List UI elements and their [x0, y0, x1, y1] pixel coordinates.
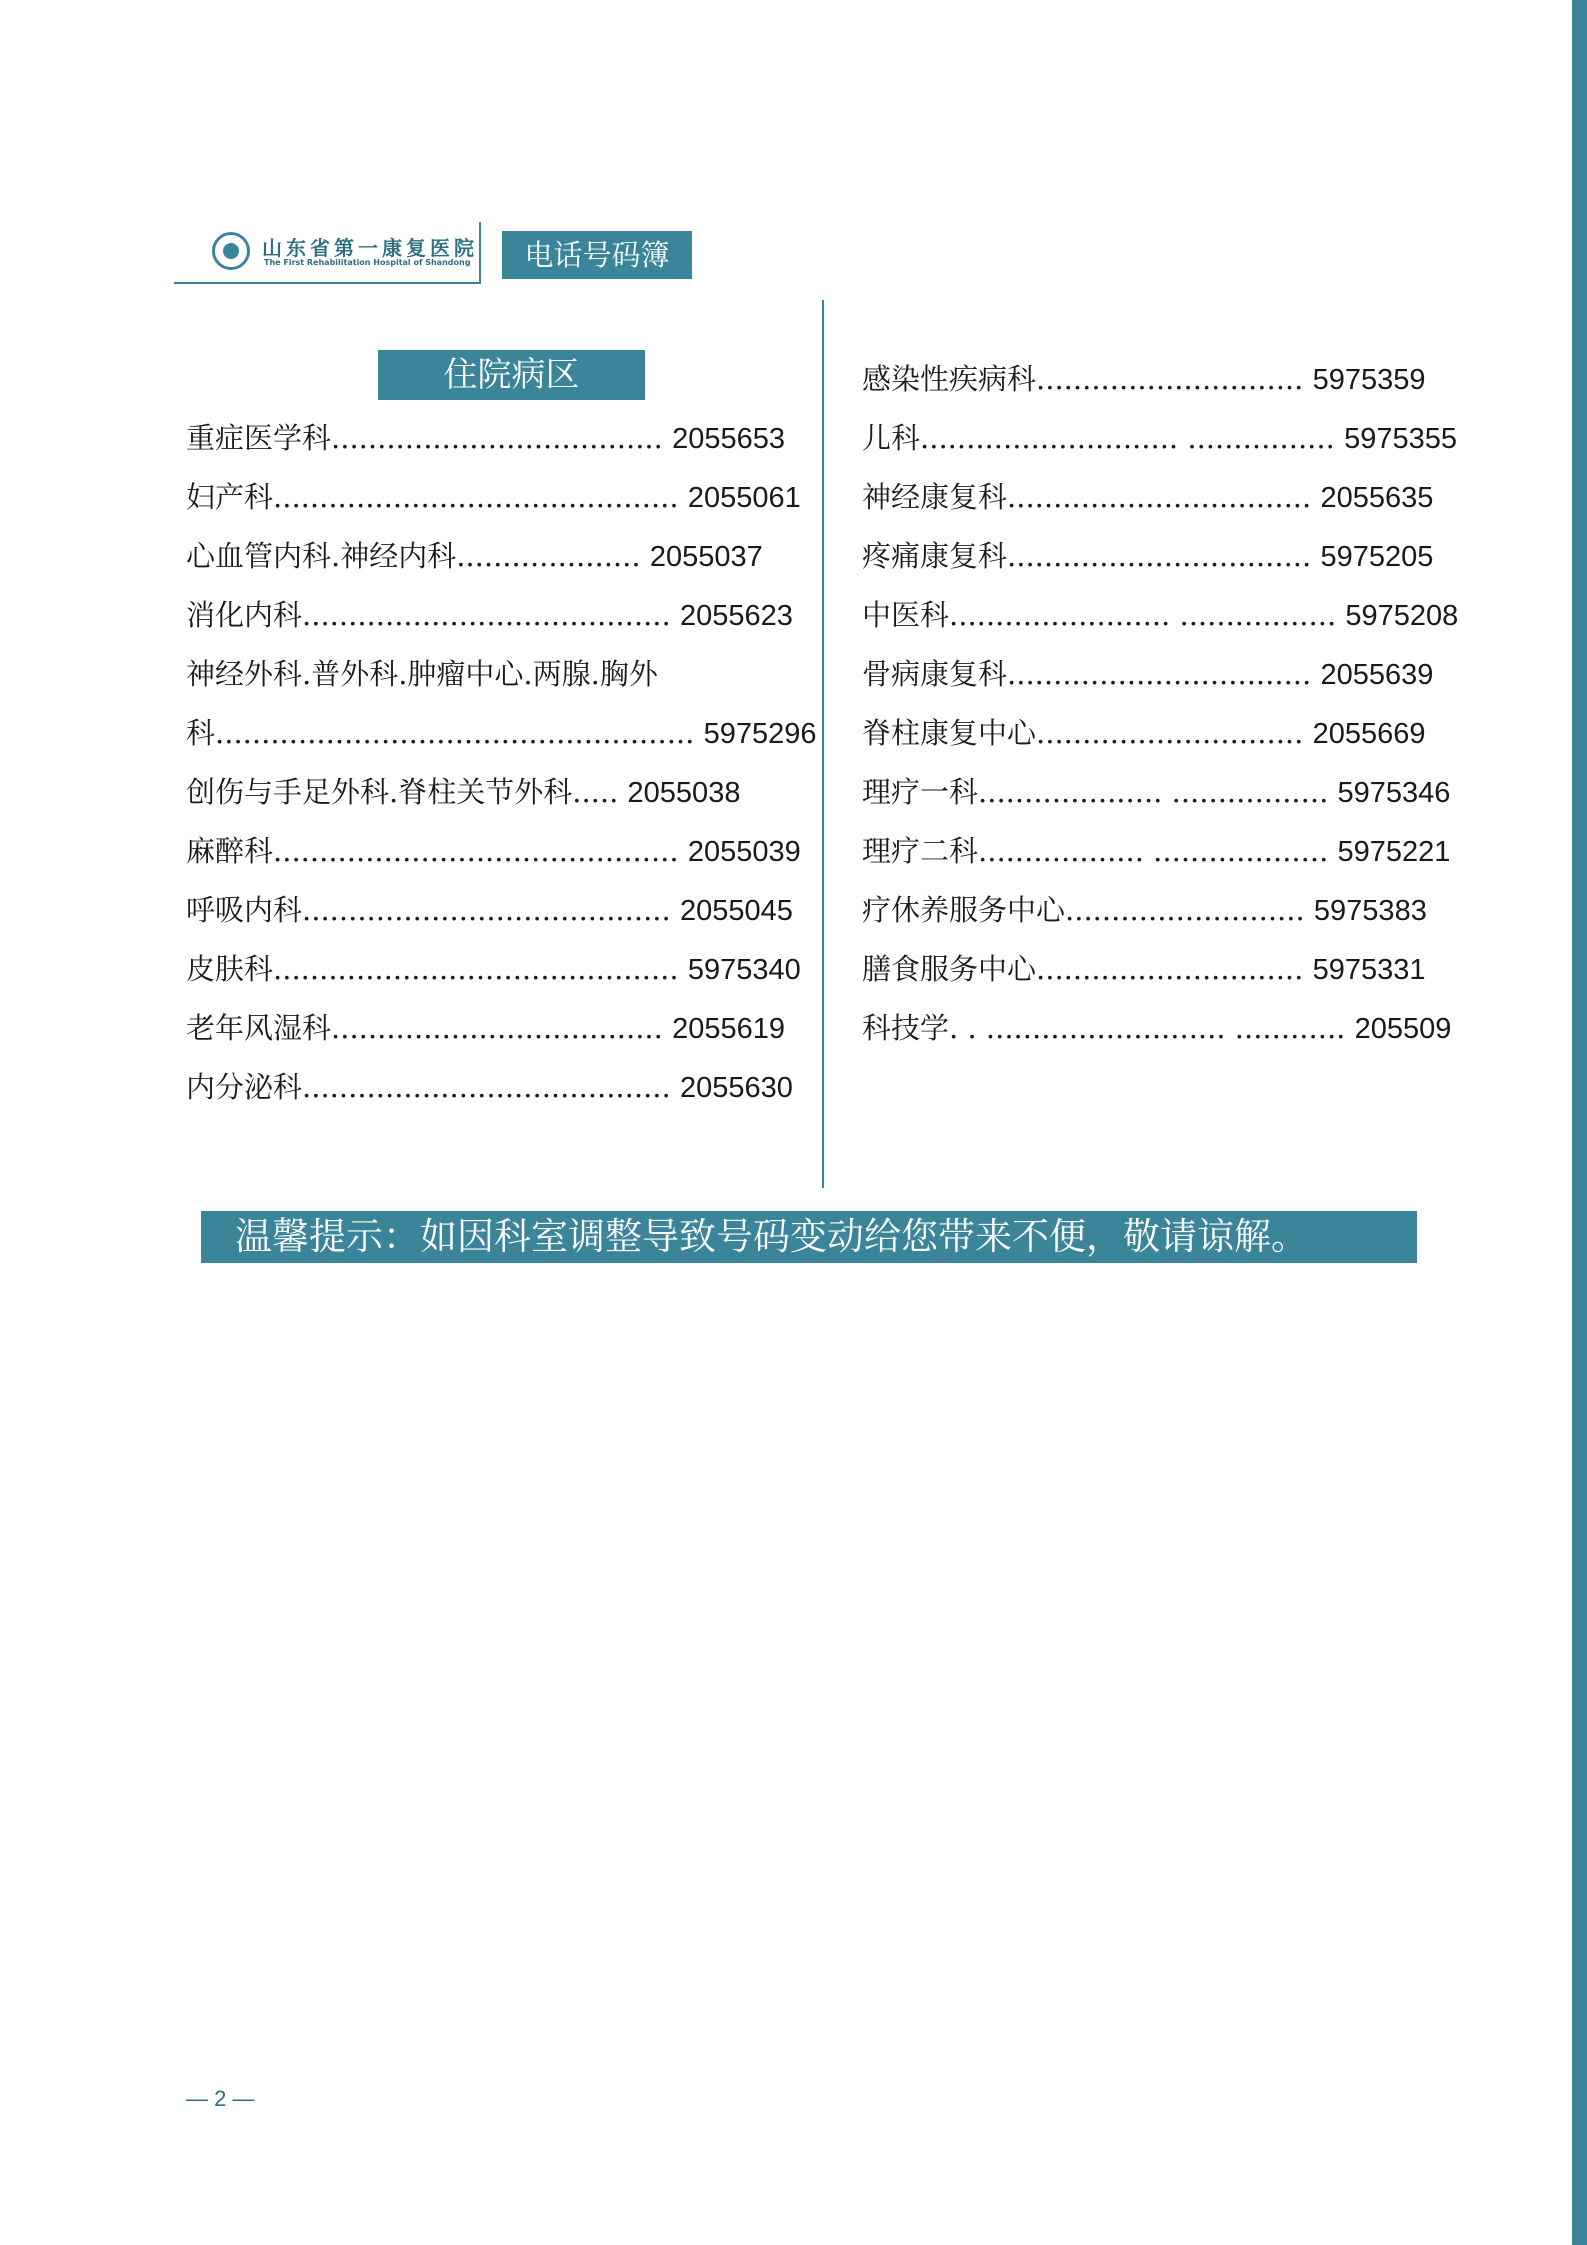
leader-dots: ........................................	[302, 598, 671, 632]
phone-number: 5975205	[1320, 541, 1434, 573]
phone-number: 2055669	[1312, 718, 1426, 750]
phone-number: 2055623	[679, 600, 793, 632]
department-name: 老年风湿科	[186, 1011, 332, 1045]
directory-entry	[186, 536, 763, 577]
department-name: 皮肤科	[186, 952, 274, 986]
leader-dots: ....................	[456, 539, 641, 573]
department-name: 科技学	[862, 1011, 950, 1045]
directory-entry	[186, 772, 740, 813]
department-name: 呼吸内科	[186, 893, 303, 927]
department-name: 重症医学科	[186, 421, 332, 455]
phone-number: 2055039	[687, 836, 801, 868]
directory-entry	[186, 477, 801, 518]
directory-entry	[186, 890, 793, 931]
phone-number: 2055653	[672, 423, 785, 455]
directory-entry	[862, 890, 1427, 931]
phone-number: 2055038	[627, 777, 741, 809]
department-name: 消化内科	[186, 598, 303, 632]
phone-number: 2055037	[649, 541, 763, 573]
phone-number: 2055045	[679, 895, 793, 927]
hospital-name-cn: 山东省第一康复医院	[262, 236, 478, 260]
department-name: 科	[186, 716, 216, 750]
department-name: 儿科	[862, 421, 921, 455]
directory-entry	[862, 831, 1450, 872]
leader-dots: ....................................................	[215, 716, 695, 750]
leader-dots: .................................	[1007, 480, 1312, 514]
leader-dots: ........................ .................	[949, 598, 1337, 632]
phone-number: 2055630	[679, 1072, 793, 1104]
directory-entry	[186, 949, 801, 990]
directory-entry	[862, 536, 1433, 577]
leader-dots: .............................	[1036, 952, 1304, 986]
department-name: 骨病康复科	[862, 657, 1008, 691]
phone-number: 2055639	[1320, 659, 1434, 691]
phone-number: 5975208	[1345, 600, 1459, 632]
directory-entry	[186, 418, 785, 459]
phone-number: 2055061	[687, 482, 801, 514]
directory-entry	[186, 1008, 785, 1049]
phone-number: 5975296	[703, 718, 817, 750]
department-name: 神经康复科	[862, 480, 1008, 514]
hospital-seal-icon	[212, 232, 250, 270]
directory-entry	[186, 595, 793, 636]
leader-dots: .................. ...................	[978, 834, 1329, 868]
leader-dots: ............................................	[273, 952, 679, 986]
leader-dots: . . .......................... ............	[949, 1011, 1346, 1045]
phone-number: 5975346	[1337, 777, 1451, 809]
department-name: 膳食服务中心	[862, 952, 1037, 986]
directory-entry	[186, 713, 817, 754]
phone-number: 2055635	[1320, 482, 1434, 514]
phone-number: 5975331	[1312, 954, 1426, 986]
department-name: 理疗一科	[862, 775, 979, 809]
hospital-name-en: The First Rehabilitation Hospital of Shandong	[264, 258, 471, 267]
leader-dots: .............................	[1036, 362, 1304, 396]
leader-dots: .................................	[1007, 539, 1312, 573]
logo-underline	[174, 282, 480, 284]
leader-dots: ....................................	[331, 421, 663, 455]
department-name: 麻醉科	[186, 834, 274, 868]
phone-number: 205509	[1354, 1013, 1452, 1045]
department-name: 心血管内科.神经内科	[186, 539, 457, 573]
department-name: 妇产科	[186, 480, 274, 514]
department-name: 疗休养服务中心	[862, 893, 1066, 927]
department-name: 感染性疾病科	[862, 362, 1037, 396]
leader-dots: ........................................	[302, 893, 671, 927]
directory-entry	[862, 418, 1457, 459]
directory-entry	[186, 1067, 793, 1108]
directory-entry	[186, 831, 801, 872]
phone-number: 5975340	[687, 954, 801, 986]
phone-number: 5975355	[1344, 423, 1457, 455]
leader-dots: .................................	[1007, 657, 1312, 691]
leader-dots: .................... .................	[978, 775, 1329, 809]
directory-entry	[862, 713, 1425, 754]
directory-entry	[862, 949, 1425, 990]
phone-number: 5975359	[1312, 364, 1426, 396]
directory-entry	[186, 654, 658, 695]
directory-entry	[862, 654, 1433, 695]
directory-entry	[862, 359, 1425, 400]
right-edge-bar	[1572, 0, 1587, 2245]
leader-dots: .............................	[1036, 716, 1304, 750]
department-name: 理疗二科	[862, 834, 979, 868]
hospital-logo	[174, 222, 482, 284]
department-name: 创伤与手足外科.脊柱关节外科	[186, 775, 573, 809]
phone-number: 2055619	[672, 1013, 785, 1045]
page-number: — 2 —	[186, 2086, 255, 2111]
leader-dots: .....	[572, 775, 619, 809]
logo-separator	[479, 222, 481, 284]
department-name: 脊柱康复中心	[862, 716, 1037, 750]
directory-entry	[862, 595, 1458, 636]
leader-dots: ............................................	[273, 480, 679, 514]
phonebook-title: 电话号码簿	[502, 231, 692, 279]
leader-dots: ............................ ................	[920, 421, 1335, 455]
phone-number: 5975383	[1313, 895, 1427, 927]
department-name: 疼痛康复科	[862, 539, 1008, 573]
department-name: 神经外科.普外科.肿瘤中心.两腺.胸外	[186, 657, 658, 691]
phone-number: 5975221	[1337, 836, 1451, 868]
notice-banner: 温馨提示：如因科室调整导致号码变动给您带来不便，敬请谅解。	[201, 1211, 1417, 1263]
directory-entry	[862, 477, 1433, 518]
leader-dots: ....................................	[331, 1011, 663, 1045]
section-title: 住院病区	[378, 350, 645, 400]
department-name: 内分泌科	[186, 1070, 303, 1104]
department-name: 中医科	[862, 598, 950, 632]
directory-entry	[862, 1008, 1451, 1049]
column-divider	[822, 300, 824, 1188]
leader-dots: ........................................	[302, 1070, 671, 1104]
directory-entry	[862, 772, 1450, 813]
leader-dots: ............................................	[273, 834, 679, 868]
leader-dots: ..........................	[1065, 893, 1305, 927]
